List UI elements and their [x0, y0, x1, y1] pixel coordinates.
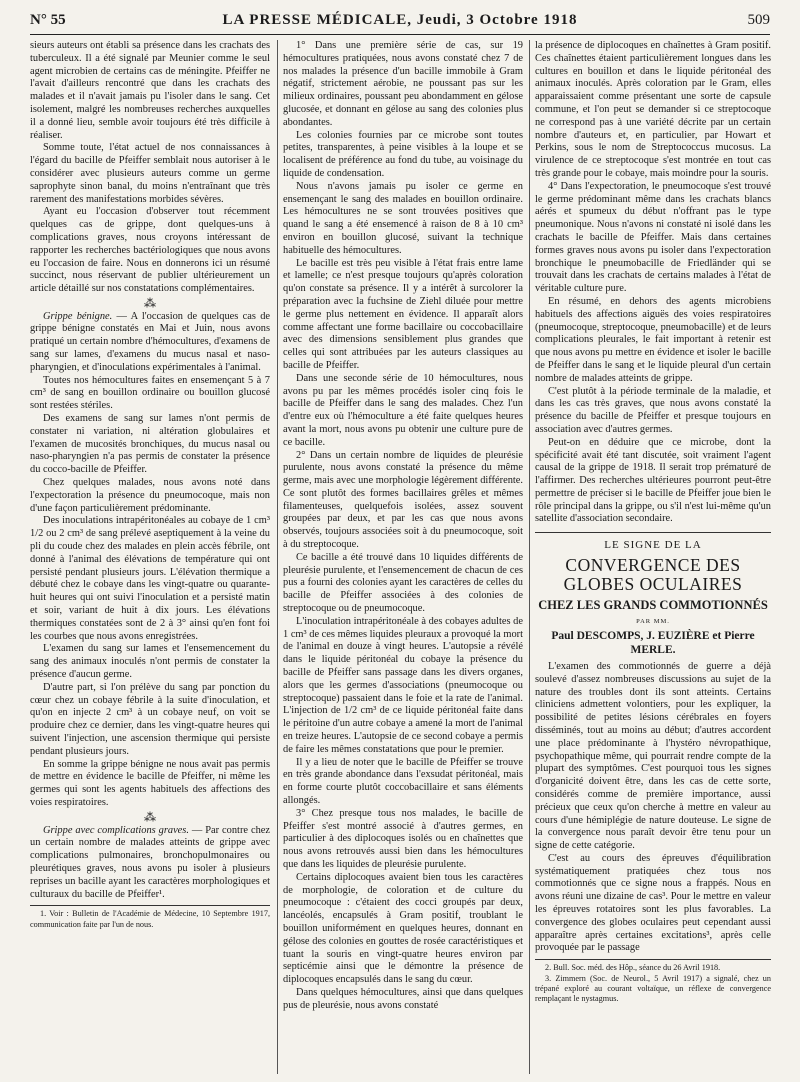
paragraph: Somme toute, l'état actuel de nos connaissances à l'égard du bacille de Pfeiffer semblait nous autoriser à le considérer avec plusieurs auteurs comme un germe saprophyte sinon banal, du moins n'entraînant que très rarement des manifestations morbides sévères. [30, 142, 270, 205]
paragraph: Certains diplocoques avaient bien tous les caractères de morphologie, de coloration et de culture du pneumocoque : c'étaient des cocci groupés par deux, lancéolés, encapsulés à Gram positif, troublant le bouillon uniformément en quelques heures, donnant en gélose des colonies en gouttes de rosée caractéristiques et tuant la souris en vingt-quatre heures environ par septicémie ainsi que le démontre la présence de diplocoques encapsulés dans le sang du cœur. [283, 871, 523, 986]
article-subtitle: CHEZ LES GRANDS COMMOTIONNÉS [538, 598, 768, 613]
article-title: CONVERGENCE DES GLOBES OCULAIRES [563, 554, 743, 595]
paragraph [30, 311, 270, 375]
paragraph: 4° Dans l'expectoration, le pneumocoque s'est trouvé le germe prédominant même dans les crachats blancs aérés et spumeux du début n'offrant pas le type pneumonique. Nous n'avons ni constaté ni isolé dans les crachats le bacille de Pfeiffer. Mais dans certaines formes graves nous avons pu isoler dans l'expectoration bronchique le pneumobacille de Friedländer qui se trouvait dans les crachats de certains malades à l'état de véritable culture pure. [535, 180, 771, 295]
paragraph-text: — Par contre chez un certain nombre de malades atteints de grippe avec complications pulmonaires, bronchopulmonaires ou pleurétiques graves, nous avons pu isoler à plusieurs reprises un bacille ayant les caractères morphologiques et culturaux du bacille de Pfeiffer¹. [30, 824, 270, 900]
paragraph: Peut-on en déduire que ce microbe, dont la spécificité avait été tant discutée, soit vraiment l'agent causal de la grippe de 1918. Il serait trop prématuré de l'affirmer. Des recherches ultérieures pourront peut-être permettre de préciser si le bacille de Pfeiffer joue bien le rôle principal dans la grippe, ou s'il n'est lui-même qu'un satellite d'association secondaire. [535, 436, 771, 525]
paragraph: Toutes nos hémocultures faites en ensemençant 5 à 7 cm³ de sang en bouillon ordinaire ou bouillon glucosé sont restées stériles. [30, 374, 270, 412]
paragraph: Les colonies fournies par ce microbe sont toutes petites, transparentes, à peine visibles à la loupe et se localisent de préférence au fond du tube, au voisinage du liquide de condensation. [283, 129, 523, 179]
article-authors: Paul DESCOMPS, J. EUZIÈRE et Pierre MERLE. [551, 629, 755, 656]
page-header [30, 8, 770, 34]
column-divider [277, 40, 278, 1074]
paragraph: Chez quelques malades, nous avons noté dans l'expectoration la présence du pneumocoque, mais non d'une façon particulièrement prédominante. [30, 477, 270, 514]
paragraph [30, 825, 270, 902]
article-heading [535, 539, 771, 657]
byline-prefix: PAR MM. [636, 617, 670, 625]
article-separator [535, 532, 771, 533]
column-3 [535, 40, 771, 1080]
footnotes [30, 905, 270, 930]
paragraph: Le bacille est très peu visible à l'état frais entre lame et lamelle; ce n'est presque toujours qu'après coloration qu'on constate sa présence. Il y a intérêt à surcolorer la préparation avec la fuchsine de Ziehl diluée pour mettre le germe plus nettement en évidence. Il apparaît alors comme affectant une forme bacillaire ou coccobacillaire avec des dimensions sensiblement plus grandes que celles qui sont attribuées par les auteurs classiques au bacille de Pfeiffer. [283, 257, 523, 371]
paragraph: L'examen du sang sur lames et l'ensemencement du sang des animaux inoculés n'ont permis de constater la présence d'aucun germe. [30, 643, 270, 680]
paragraph-text: — A l'occasion de quelques cas de grippe bénigne constatés en Mai et Juin, nous avons pratiqué un certain nombre d'hémocultures, d'examens de sang sur lames, d'examens du mucus nasal et naso-pharyngien, et d'inoculations expérimentales à l'animal. [30, 310, 270, 373]
paragraph: Ayant eu l'occasion d'observer tout récemment quelques cas de grippe, dont quelques-uns à complications graves, nous croyons intéressant de rapporter les recherches bactériologiques que nous avons eu l'occasion de faire. Nous en donnerons ici un résumé succinct, nous réservant de publier ultérieurement un article détaillé sur nos constatations complémentaires. [30, 206, 270, 295]
paragraph: C'est au cours des épreuves d'équilibration systématiquement pratiquées chez tous nos commotionnés que ce signe nous a frappés. Nous en avons réuni une dizaine de cas³. Pour le mettre en valeur les épreuves rotatoires sont les plus favorables. La convergence des globes oculaires peut cependant aussi apparaître après certaines excitations³, après celle provoquée par le passage [535, 852, 771, 954]
footnotes [535, 959, 771, 1004]
paragraph: 1° Dans une première série de cas, sur 19 hémocultures pratiquées, nous avons constaté chez 7 de nos malades la présence d'un bacille immobile à Gram négatif, strictement aérobie, ne poussant pas sur les milieux ordinaires, poussant peu abondamment en gélose glucosée, et donnant en gélose au sang des colonies plus abondantes. [283, 40, 523, 128]
paragraph: 2° Dans un certain nombre de liquides de pleurésie purulente, nous avons constaté la présence du même germe, mais avec une morphologie légèrement différente. Ce sont plutôt des formes bacillaires grêles et mêmes filamenteuses, quelquefois isolées, assez souvent groupées par deux, et par les cas que nous avons observés, toujours associées soit à du pneumocoque, soit à du streptocoque. [283, 449, 523, 551]
paragraph: Il y a lieu de noter que le bacille de Pfeiffer se trouve en très grande abondance dans l'exsudat péritonéal, mais en forme courte plutôt coccobacillaire et sans éléments allongés. [283, 756, 523, 807]
footnote: 3. Zimmern (Soc. de Neurol., 5 Avril 1917) a signalé, chez un trépané exploré au courant voltaïque, un réflexe de convergence remplaçant le nystagmus. [535, 973, 771, 1004]
paragraph: Nous n'avons jamais pu isoler ce germe en ensemençant le sang des malades en bouillon ordinaire. Les hémocultures ne se sont trouvées positives que quand le sang a été ensemencé à raison de 8 à 10 cm³ environ en bouillon glucosé, suivant la technique habituelle des hémocultures. [283, 180, 523, 256]
paragraph: En somme la grippe bénigne ne nous avait pas permis de mettre en évidence le bacille de Pfeiffer, ni même les germes qui sont les agents habituels des affections des voies respiratoires. [30, 758, 270, 808]
section-separator: ⁂ [144, 295, 156, 310]
paragraph: sieurs auteurs ont établi sa présence dans les crachats des tuberculeux. Il a été signalé par Meunier comme le seul agent microbien de certains cas de méningite. Pfeiffer ne l'avait d'ailleurs rencontré que dans les crachats des malades et il n'avait jamais pu l'isoler dans le sang. Cet isolement, malgré les nombreuses recherches auxquelles il a donné lieu, semble avoir toujours été très difficile à réaliser. [30, 40, 270, 141]
paragraph: D'autre part, si l'on prélève du sang par ponction du cœur chez un cobaye fébrile à la suite d'inoculation, et qu'on en injecte 2 cm³ à un cobaye neuf, on voit se produire chez ce dernier, dans les vingt-quatre heures qui suivent l'injection, une ascension thermique qui persiste pendant plusieurs jours. [30, 681, 270, 757]
column-divider [529, 40, 530, 1074]
paragraph: Ce bacille a été trouvé dans 10 liquides différents de pleurésie purulente, et l'ensemencement de chacun de ces pus a fourni des colonies ayant les caractères de celles du bacille de Pfeiffer associées à des colonies de streptocoque ou de pneumocoque. [283, 551, 523, 615]
paragraph: En résumé, en dehors des agents microbiens habituels des affections aiguës des voies respiratoires (pneumocoque, streptocoque, pneumobacille) et de leurs complications pleurales, le fait important à retenir est que nous avons pu mettre en évidence et isoler le bacille de Pfeiffer dans le sang et le liquide pleural d'un certain nombre de malades atteints de grippe. [535, 295, 771, 384]
section-heading: Grippe avec complications graves. [43, 824, 189, 836]
paragraph: C'est plutôt à la période terminale de la maladie, et dans les cas très graves, que nous avons constaté la présence du bacille de Pfeiffer et presque toujours en association avec d'autres germes. [535, 385, 771, 435]
paragraph: Dans quelques hémocultures, ainsi que dans quelques pus de pleurésie, nous avons constaté [283, 986, 523, 1011]
issue-number: N° 55 [30, 12, 66, 28]
paragraph: Des examens de sang sur lames n'ont permis de constater ni variation, ni altération globulaires et l'examen de mucosités bronchiques, du mucus nasal ou naso-pharyngien n'a pas permis de constater la présence du cocco-bacille de Pfeiffer. [30, 413, 270, 476]
paragraph: L'examen des commotionnés de guerre a déjà soulevé d'assez nombreuses discussions au sujet de la nature des troubles dont ils sont atteints. Certains cliniciens admettent volontiers, pour les expliquer, la possibilité de petites lésions cérébrales en foyers disséminés, tout au moins au début; d'autres accordent une place prédominante à l'hystéro névropathique, psychopathique même, qui pourrait rendre compte de la plupart des symptômes. C'est pourquoi tous les signes d'organicité doivent être, dans les cas de cette sorte, considérés comme de première importance, aussi précieux que ceux qu'on cherche à mettre en valeur au cours d'une hémiplégie de nature douteuse. Le signe de la convergence nous paraît devoir être tenu pour un signe de cette catégorie. [535, 660, 771, 852]
column-2 [283, 40, 523, 1080]
paragraph: Dans une seconde série de 10 hémocultures, nous avons pu par les mêmes procédés isoler cinq fois le bacille de Pfeiffer dans le sang des malades. Chez l'un d'entre eux où l'hémoculture a été faite quelques heures avant la mort, nous avons pu obtenir une culture pure de ce bacille. [283, 372, 523, 448]
paragraph: Des inoculations intrapéritonéales au cobaye de 1 cm³ 1/2 ou 2 cm³ de sang prélevé aseptiquement à la veine du pli du coude chez des malades en plein accès fébrile, ont donné à l'animal des élévations de température qui ont persisté pendant plusieurs jours. L'élévation thermique a débuté chez le cobaye dans les vingt-quatre ou quarante-huit heures qui ont suivi l'inoculation et a persisté matin et soir, variant de huit à dix jours. Les élévations thermiques constatées sont de 2 à 3° ainsi qu'en font foi les courbes que nous avons enregistrées. [30, 515, 270, 642]
article-kicker: LE SIGNE DE LA [604, 539, 702, 552]
footnote: 1. Voir : Bulletin de l'Académie de Médecine, 10 Septembre 1917, communication faite par l'un de nous. [30, 909, 270, 929]
journal-title: LA PRESSE MÉDICALE, Jeudi, 3 Octobre 1918 [222, 12, 578, 28]
section-separator: ⁂ [144, 809, 156, 824]
paragraph: la présence de diplocoques en chaînettes à Gram positif. Ces chaînettes étaient particulièrement longues dans les cultures en bouillon et dans le liquide péritonéal des animaux inoculés. Après coloration par le Gram, elles apparaissaient comme présentant une sorte de capsule commune, et l'on peut se demander si ce streptocoque ne correspond pas à une variété décrite par un certain nombre d'auteurs et, en particulier, par Howart et Perkins, sous le nom de Streptococcus mucosus. La virulence de ce streptocoque s'est montrée en tout cas très grande pour le cobaye, mais moindre pour la souris. [535, 40, 771, 179]
paragraph: L'inoculation intrapéritonéale à des cobayes adultes de 1 cm³ de ces mêmes liquides pleuraux a provoqué la mort de l'animal en douze à vingt heures. L'autopsie a révélé dans le liquide péritonéal du cobaye la présence du bacille de Pfeiffer sans passage dans les divers organes, alors que les germes d'associations (pneumocoque ou streptocoque) passaient dans le foie et la rate de l'animal. L'injection de 1/2 cm³ de ce liquide péritonéal faite dans le péritoine d'un autre cobaye a amené la mort de l'animal en treize heures. L'autopsie de ce second cobaye a permis de faire les mêmes constatations que pour le premier. [283, 615, 523, 755]
paragraph: 3° Chez presque tous nos malades, le bacille de Pfeiffer s'est montré associé à d'autres germes, en particulier à des diplocoques isolés ou en chaînettes que nous avons retrouvés aussi bien dans les hémocultures que dans les liquides de pleurésie purulente. [283, 807, 523, 870]
section-heading: Grippe bénigne. [43, 310, 113, 322]
footnote: 2. Bull. Soc. méd. des Hôp., séance du 26 Avril 1918. [545, 963, 721, 973]
page-number: 509 [747, 12, 770, 28]
column-1 [30, 40, 270, 1080]
header-rule [30, 34, 770, 35]
